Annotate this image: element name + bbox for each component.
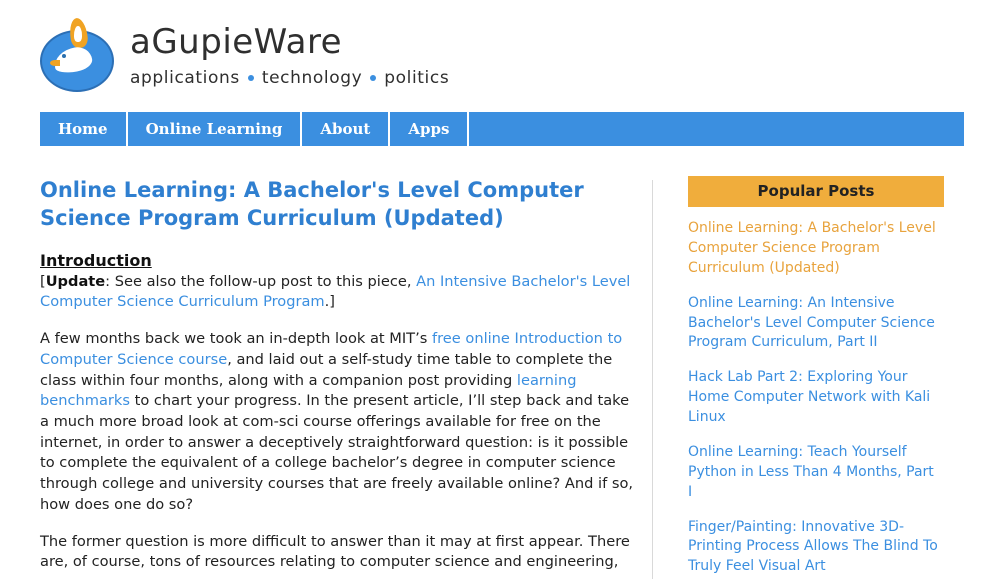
column-divider: [652, 180, 653, 579]
site-tagline: [130, 68, 449, 88]
learning-benchmarks-link[interactable]: learning benchmarks: [40, 371, 577, 410]
paragraph-1-part-a: A few months back we took an in-depth look at MIT’s: [40, 330, 432, 348]
tagline-technology: technology: [261, 67, 363, 88]
list-item[interactable]: Hack Lab Part 2: Exploring Your Home Computer Network with Kali Linux: [688, 369, 931, 425]
article-paragraph-1: [40, 329, 634, 515]
update-bracket-close: .]: [324, 293, 335, 311]
list-item[interactable]: Online Learning: An Intensive Bachelor's Level Computer Science Program Curriculum, Part II: [688, 294, 935, 351]
nav-item-about[interactable]: About: [302, 112, 390, 146]
nav-item-online-learning[interactable]: Online Learning: [128, 112, 303, 146]
logo-bird-beak-icon: [50, 60, 60, 66]
article-column: [40, 176, 652, 579]
main-nav: [40, 112, 964, 146]
update-followup-link[interactable]: An Intensive Bachelor's Level Computer Science Curriculum Program: [40, 272, 631, 311]
list-item[interactable]: Online Learning: Teach Yourself Python in Less Than 4 Months, Part I: [688, 443, 934, 500]
page-content: [0, 176, 1000, 579]
logo-flame-inner-icon: [74, 26, 82, 42]
list-item[interactable]: Finger/Painting: Innovative 3D-Printing Process Allows The Blind To Truly Feel Visual Art: [688, 518, 938, 575]
update-bracket-open: [: [40, 272, 46, 290]
section-heading-introduction: Introduction: [40, 250, 152, 270]
popular-posts-list: [688, 219, 940, 577]
logo-bird-eye-icon: [62, 54, 66, 58]
mit-course-link[interactable]: free online Introduction to Computer Science course: [40, 330, 623, 368]
paragraph-1-part-c: to chart your progress. In the present article, I’ll step back and take a much more broad look at com-sci course offerings available for free on the internet, in order to answer a deceptively straightforward question: is it possible to complete the equivalent of a college bachelor’s degree in computer science through college and university courses that are freely available online? And if so, how does one do so?: [40, 392, 634, 513]
list-item[interactable]: Online Learning: A Bachelor's Level Computer Science Program Curriculum (Updated): [688, 220, 936, 276]
paragraph-1-part-b: , and laid out a self-study time table to complete the class within four months, along with a companion post providing: [40, 350, 613, 389]
sidebar: [688, 176, 988, 579]
tagline-dot-icon: [248, 75, 254, 81]
site-header: [0, 0, 1000, 112]
site-title-block: [130, 24, 449, 87]
site-logo-icon[interactable]: [40, 18, 116, 94]
tagline-dot-icon: [370, 75, 376, 81]
tagline-applications: applications: [130, 67, 240, 88]
popular-posts-heading: Popular Posts: [688, 176, 944, 207]
update-note: [40, 272, 634, 313]
post-title: Online Learning: A Bachelor's Level Computer Science Program Curriculum (Updated): [40, 178, 584, 231]
site-title: aGupieWare: [130, 22, 343, 63]
article-paragraph-2: The former question is more difficult to answer than it may at first appear. There are, of course, tons of resources relating to computer science and engineering,: [40, 532, 630, 571]
update-label: Update: [45, 272, 106, 290]
update-text: : See also the follow-up post to this piece,: [105, 272, 417, 290]
nav-item-apps[interactable]: Apps: [390, 112, 469, 146]
nav-item-home[interactable]: Home: [40, 112, 128, 146]
tagline-politics: politics: [384, 67, 450, 88]
